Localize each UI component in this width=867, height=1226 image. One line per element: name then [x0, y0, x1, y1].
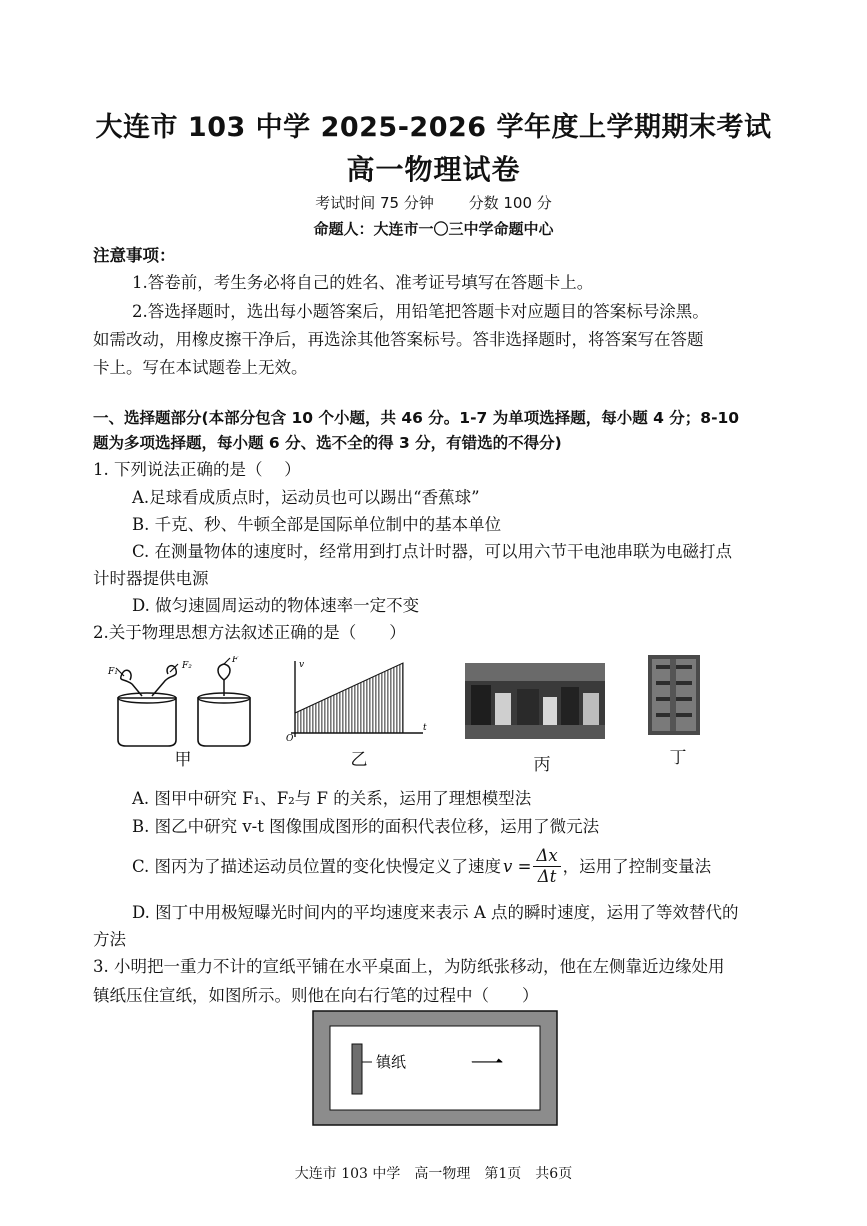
graph-stripe — [369, 657, 371, 737]
question-1-option-c-line-1: C. 在测量物体的速度时，经常用到打点计时器，可以用六节干电池串联为电磁打点 — [132, 542, 733, 561]
question-3-line-2: 镇纸压住宣纸，如图所示。则他在向右行笔的过程中（ ） — [93, 986, 539, 1005]
notice-item-2-line-3: 卡上。写在本试题卷上无效。 — [93, 358, 308, 377]
graph-stripe — [375, 657, 377, 737]
question-2-option-a: A. 图甲中研究 F₁、F₂与 F 的关系，运用了理想模型法 — [132, 789, 532, 808]
section-1-heading-line-2: 题为多项选择题，每小题 6 分、选不全的得 3 分，有错选的不得分) — [93, 434, 562, 452]
figure-jia-f2-label: F₂ — [182, 661, 192, 671]
question-3-line-1: 3. 小明把一重力不计的宣纸平铺在水平桌面上，为防纸张移动，他在左侧靠近边缘处用 — [93, 957, 725, 976]
graph-stripe — [327, 657, 329, 737]
figure-label-ding: 丁 — [669, 748, 687, 768]
figure-label-jia: 甲 — [174, 750, 192, 770]
graph-stripe — [342, 657, 344, 737]
graph-stripe — [336, 657, 338, 737]
question-2-option-c-text: C. 图丙为了描述运动员位置的变化快慢定义了速度 — [132, 857, 502, 876]
velocity-symbol: v = — [503, 857, 532, 876]
graph-stripe — [357, 657, 359, 737]
graph-stripe — [339, 657, 341, 737]
figure-bing-photo — [465, 663, 605, 739]
graph-stripe — [345, 657, 347, 737]
graph-stripe — [387, 657, 389, 737]
figure-ding-photo — [648, 655, 700, 735]
graph-stripe — [360, 657, 362, 737]
graph-stripe — [366, 657, 368, 737]
velocity-fraction — [533, 846, 560, 887]
graph-stripe — [354, 657, 356, 737]
notice-item-2-line-1: 2.答选择题时，选出每小题答案后，用铅笔把答题卡对应题目的答案标号涂黑。 — [132, 302, 709, 321]
graph-stripe — [396, 657, 398, 737]
figure-yi-origin-label: O — [286, 734, 294, 742]
question-1-option-c-line-2: 计时器提供电源 — [93, 569, 209, 588]
question-1-option-d: D. 做匀速圆周运动的物体速率一定不变 — [132, 596, 420, 615]
question-2-option-c-suffix: ，运用了控制变量法 — [562, 857, 712, 876]
graph-stripe — [393, 657, 395, 737]
page-footer: 大连市 103 中学 高一物理 第1页 共6页 — [294, 1166, 573, 1182]
graph-stripe — [321, 657, 323, 737]
question-1-stem: 1. 下列说法正确的是（ ） — [93, 460, 301, 479]
graph-stripe — [351, 657, 353, 737]
section-1-heading-line-1: 一、选择题部分(本部分包含 10 个小题，共 46 分。1-7 为单项选择题，每小题 4 分；8-10 — [93, 409, 740, 427]
figure-paper-desk — [312, 1010, 558, 1126]
notice-heading: 注意事项： — [93, 246, 176, 265]
graph-stripe — [312, 657, 314, 737]
brush-stroke-character: 一 — [470, 1045, 504, 1085]
figure-jia-plant-forces — [98, 656, 258, 748]
question-2-option-d-line-2: 方法 — [93, 930, 126, 949]
question-2-option-d-line-1: D. 图丁中用极短曝光时间内的平均速度来表示 A 点的瞬时速度，运用了等效替代的 — [132, 903, 739, 922]
question-1-option-a: A.足球看成质点时，运动员也可以踢出“香蕉球” — [132, 488, 480, 507]
graph-stripe — [333, 657, 335, 737]
figure-yi-vt-graph — [285, 657, 430, 742]
exam-subtitle: 高一物理试卷 — [346, 153, 521, 186]
question-2-option-c — [132, 846, 711, 887]
graph-stripe — [306, 657, 308, 737]
exam-time-score: 考试时间 75 分钟 分数 100 分 — [315, 194, 552, 212]
graph-stripe — [318, 657, 320, 737]
figure-yi-v-axis-label: v — [299, 660, 305, 670]
graph-stripe — [315, 657, 317, 737]
graph-stripe — [324, 657, 326, 737]
paperweight-label: 镇纸 — [376, 1053, 407, 1071]
paperweight-block — [352, 1044, 362, 1094]
question-2-stem: 2.关于物理思想方法叙述正确的是（ ） — [93, 623, 406, 642]
fraction-numerator: Δx — [533, 846, 560, 867]
graph-stripe — [363, 657, 365, 737]
notice-item-2-line-2: 如需改动，用橡皮擦干净后，再选涂其他答案标号。答非选择题时，将答案写在答题 — [93, 330, 704, 349]
figure-jia-f1-label: F₁ — [108, 667, 118, 677]
graph-stripe — [378, 657, 380, 737]
exam-author: 命题人：大连市一〇三中学命题中心 — [313, 220, 554, 238]
fraction-denominator: Δt — [537, 867, 557, 886]
graph-stripe — [399, 657, 401, 737]
graph-stripe — [372, 657, 374, 737]
figure-label-bing: 丙 — [533, 755, 551, 775]
question-2-option-b: B. 图乙中研究 v-t 图像围成图形的面积代表位移，运用了微元法 — [132, 817, 600, 836]
question-1-option-b: B. 千克、秒、牛顿全部是国际单位制中的基本单位 — [132, 515, 502, 534]
figure-label-yi: 乙 — [350, 750, 368, 770]
graph-stripe — [384, 657, 386, 737]
graph-stripe — [309, 657, 311, 737]
graph-stripe — [348, 657, 350, 737]
figure-yi-t-axis-label: t — [423, 723, 427, 733]
figure-jia-f-label: F — [232, 656, 239, 665]
exam-title: 大连市 103 中学 2025-2026 学年度上学期期末考试 — [95, 112, 772, 143]
notice-item-1: 1.答卷前，考生务必将自己的姓名、准考证号填写在答题卡上。 — [132, 273, 594, 292]
graph-stripe — [381, 657, 383, 737]
